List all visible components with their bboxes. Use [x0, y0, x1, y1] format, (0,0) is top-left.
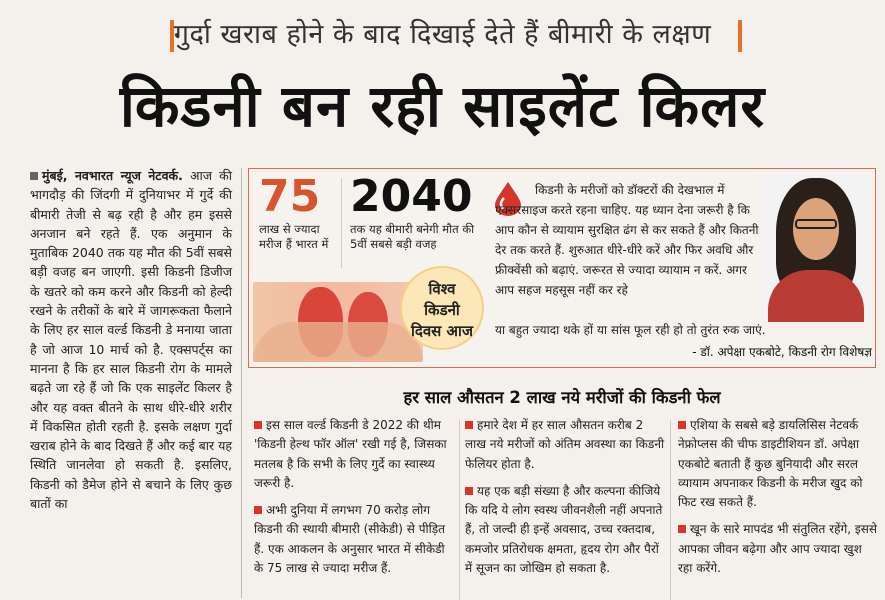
photo-face	[793, 198, 839, 260]
hands-shape	[253, 322, 423, 362]
kidney-illustration	[253, 282, 423, 362]
stat-number-75: 75	[259, 171, 321, 222]
left-column	[30, 166, 232, 513]
article-column-1	[254, 416, 456, 586]
col1-para-1-text: इस साल वर्ल्ड किडनी डे 2022 की थीम 'किडनी हेल्थ फॉर ऑल' रखी गई है, जिसका मतलब है कि सभी के लिए गुर्दे का स्वास्थ्य जरूरी है.	[254, 418, 447, 490]
col1-para-2	[254, 501, 456, 578]
badge-line-1: विश्व	[428, 280, 456, 298]
article-column-3	[678, 416, 878, 586]
col2-para-2	[465, 482, 665, 578]
world-kidney-day-badge	[400, 266, 484, 350]
stat-number-2040: 2040	[350, 171, 473, 222]
doctor-photo	[762, 174, 870, 322]
column-divider	[241, 168, 242, 598]
red-bullet	[465, 487, 473, 495]
red-bullet	[254, 421, 262, 429]
col2-para-2-text: यह एक बड़ी संख्या है और कल्पना कीजिये कि यदि ये लोग स्वस्थ जीवनशैली नहीं अपनाते हैं, तो जल्दी ही इन्हें अवसाद, उच्च रक्तदाब, कमजोर प्रतिरोधक क्षमता, हृदय रोग और पैरों में सूजन का जोखिम हो सकता है.	[465, 483, 663, 576]
col1-para-2-text: अभी दुनिया में लगभग 70 करोड़ लोग किडनी की स्थायी बीमारी (सीकेडी) से पीड़ित हैं. एक आकलन के अनुसार भारत में सीकेडी के 75 लाख से ज्यादा मरीज हैं.	[254, 503, 445, 576]
red-bullet	[254, 506, 262, 514]
dateline: मुंबई, नवभारत न्यूज नेटवर्क.	[42, 168, 183, 183]
bullet-square	[30, 172, 38, 180]
quote-attribution: - डॉ. अपेक्षा एकबोटे, किडनी रोग विशेषज्ञ	[692, 345, 872, 359]
col1-para-1	[254, 416, 456, 493]
headline: किडनी बन रही साइलेंट किलर	[119, 72, 766, 140]
red-bullet	[678, 525, 686, 533]
badge-line-2: किडनी	[424, 301, 460, 319]
column-divider	[670, 420, 671, 600]
col3-para-1-text: एशिया के सबसे बड़े डायलिसिस नेटवर्क नेफ्रोप्लस की चीफ डाइटीशियन डॉ. अपेक्षा एकबोटे बताती हैं कुछ बुनियादी और सरल व्यायाम अपनाकर किडनी के मरीज खुद को फिट रख सकते हैं.	[678, 418, 863, 510]
kicker-right-bar	[738, 20, 742, 52]
left-column-body: आज की भागदौड़ की जिंदगी में दुनियाभर में गुर्दे की बीमारी तेजी से बढ़ रही है और हम इससे अनजान बने रहते हैं. एक अनुमान के मुताबिक 2040 तक यह मौत की 5वीं सबसे बड़ी वजह बन जाएगी. इसी किडनी डिजीज के खतरे को कम करने और किडनी को हेल्दी रखने के तरीकों के बारे में जागरूकता फैलाने के लिए हर साल वर्ल्ड किडनी डे मनाया जाता है जो आज 10 मार्च को है. एक्सपर्ट्स का मानना है कि हर साल किडनी रोग के मामले बढ़ते जा रहे हैं जो कि एक साइलेंट किलर है और यह वक्त बीतने के साथ धीरे-धीरे शरीर में विकसित होती रहती है. इसके लक्षण गुर्दा खराब होने के बाद दिखते हैं और कई बार यह स्थिति जानलेवा हो सकती है. इसलिए, किडनी को डैमेज होने से बचाने के लिए कुछ बातों का	[30, 168, 232, 512]
column-divider	[459, 420, 460, 600]
kicker: गुर्दा खराब होने के बाद दिखाई देते हैं बीमारी के लक्षण	[173, 19, 712, 50]
red-bullet	[465, 421, 473, 429]
col2-para-1	[465, 416, 665, 474]
col3-para-1	[678, 416, 878, 512]
stat-text-75: लाख से ज्यादा मरीज हैं भारत में	[259, 222, 329, 251]
red-bullet	[678, 421, 686, 429]
col2-para-1-text: हमारे देश में हर साल औसतन करीब 2 लाख नये मरीजों को अंतिम अवस्था का किडनी फेलियर होता है.	[465, 418, 665, 471]
photo-glasses	[795, 219, 837, 229]
article-column-2	[465, 416, 665, 586]
doctor-quote-end: या बहुत ज्यादा थके हों या सांस फूल रही हो तो तुरंत रुक जाएं.	[495, 323, 766, 337]
stat-text-2040: तक यह बीमारी बनेगी मौत की 5वीं सबसे बड़ी वजह	[350, 222, 475, 251]
doctor-quote: किडनी के मरीजों को डॉक्टरों की देखभाल में एक्सरसाइज करते रहना चाहिए. यह ध्यान देना जरूरी है कि आप कौन से व्यायाम सुरक्षित ढंग से कर सकते हैं और कितनी देर तक करते हैं. शुरुआत धीरे-धीरे करें और फिर अवधि और फ्रीक्वेंसी को बढ़ाएं. जरूरत से ज्यादा व्यायाम न करें. अगर आप सहज महसूस नहीं कर रहे	[495, 183, 759, 297]
stat-divider	[341, 178, 342, 268]
col3-para-2	[678, 520, 878, 578]
subheadline: हर साल औसतन 2 लाख नये मरीजों की किडनी फेल	[403, 388, 721, 407]
col3-para-2-text: खून के सारे मापदंड भी संतुलित रहेंगे, इससे आपका जीवन बढ़ेगा और आप ज्यादा खुश रहा करेंगे.	[678, 522, 877, 576]
badge-line-3: दिवस आज	[410, 322, 473, 340]
